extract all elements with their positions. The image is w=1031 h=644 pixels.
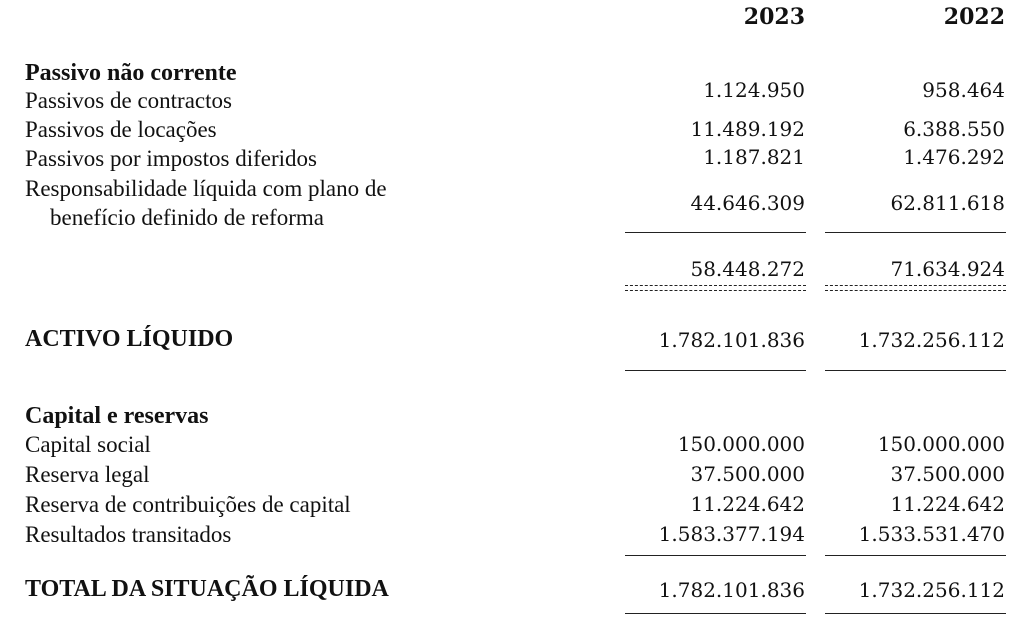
row-label-passivos-locacoes: Passivos de locações — [25, 117, 217, 142]
row-value-2022: 958.464 — [922, 78, 1005, 102]
subtotal-rule — [625, 232, 806, 233]
section-title-passivo-nao-corrente: Passivo não corrente — [25, 60, 237, 86]
row-label-reserva-contribuicoes: Reserva de contribuições de capital — [25, 492, 351, 517]
row-label-responsabilidade-line2: benefício definido de reforma — [50, 205, 324, 230]
row-value-2023: 1.187.821 — [703, 145, 805, 169]
row-value-2022: 150.000.000 — [877, 432, 1005, 456]
row-label-resultados-transitados: Resultados transitados — [25, 522, 232, 547]
row-value-2023: 1.583.377.194 — [658, 522, 805, 546]
activo-liquido-label: ACTIVO LÍQUIDO — [25, 326, 234, 352]
row-value-2022: 1.533.531.470 — [858, 522, 1005, 546]
row-value-2023: 11.489.192 — [690, 117, 805, 141]
row-value-2022: 11.224.642 — [890, 492, 1005, 516]
row-label-reserva-legal: Reserva legal — [25, 462, 150, 487]
row-value-2022: 62.811.618 — [890, 191, 1005, 215]
row-value-2023: 1.124.950 — [703, 78, 805, 102]
row-value-2023: 11.224.642 — [690, 492, 805, 516]
row-value-2023: 37.500.000 — [690, 462, 805, 486]
subtotal-rule — [825, 232, 1006, 233]
total-rule — [625, 613, 806, 614]
total-situacao-liquida-2023: 1.782.101.836 — [658, 578, 805, 602]
total-situacao-liquida-label: TOTAL DA SITUAÇÃO LÍQUIDA — [25, 576, 389, 602]
activo-liquido-2022: 1.732.256.112 — [858, 328, 1005, 352]
activo-liquido-rule — [625, 370, 806, 371]
row-value-2022: 37.500.000 — [890, 462, 1005, 486]
row-label-passivos-contractos: Passivos de contractos — [25, 88, 232, 113]
row-value-2023: 150.000.000 — [677, 432, 805, 456]
subtotal-value-2023: 58.448.272 — [690, 257, 805, 281]
double-underline — [625, 285, 806, 291]
year-header-2023: 2023 — [743, 4, 805, 30]
row-label-responsabilidade-line1: Responsabilidade líquida com plano de — [25, 176, 387, 201]
capital-rule — [825, 555, 1006, 556]
subtotal-value-2022: 71.634.924 — [890, 257, 1005, 281]
row-value-2023: 44.646.309 — [690, 191, 805, 215]
row-value-2022: 1.476.292 — [903, 145, 1005, 169]
year-header-2022: 2022 — [943, 4, 1005, 30]
total-situacao-liquida-2022: 1.732.256.112 — [858, 578, 1005, 602]
row-label-impostos-diferidos: Passivos por impostos diferidos — [25, 146, 317, 171]
double-underline — [825, 285, 1006, 291]
row-value-2022: 6.388.550 — [903, 117, 1005, 141]
total-rule — [825, 613, 1006, 614]
capital-rule — [625, 555, 806, 556]
activo-liquido-rule — [825, 370, 1006, 371]
row-label-capital-social: Capital social — [25, 432, 151, 457]
section-title-capital-reservas: Capital e reservas — [25, 403, 209, 429]
activo-liquido-2023: 1.782.101.836 — [658, 328, 805, 352]
